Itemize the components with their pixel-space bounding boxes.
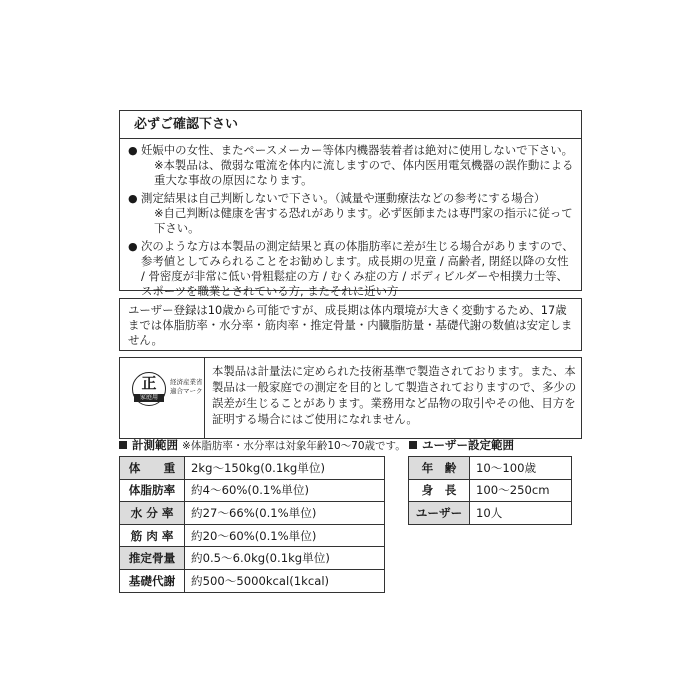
- notice-body: [120, 139, 581, 299]
- row-value: 約27〜66%(0.1%単位): [185, 502, 385, 525]
- seal-tag: 家庭用: [134, 394, 164, 402]
- notice-item-sub: ※自己判断は健康を害する恐れがあります。必ず医師または専門家の指示に従って下さい。: [154, 206, 573, 235]
- row-value: 約500〜5000kcal(1kcal): [185, 569, 385, 592]
- mark-caption-ministry: 経済産業省: [170, 378, 203, 386]
- notice-item: [128, 239, 575, 299]
- seal-kanji: 正: [141, 374, 157, 392]
- notice-item-main: ● 妊娠中の女性、またペースメーカー等体内機器装着者は絶対に使用しないで下さい。: [141, 143, 574, 157]
- registration-note: ユーザー登録は10歳から可能ですが、成長期は体内環境が大きく変動するため、17歳までは体脂肪率・水分率・筋肉率・推定骨量・内臓脂肪量・基礎代謝の数値は安定しません。: [119, 298, 582, 351]
- certification-mark: [120, 358, 205, 438]
- row-value: 約4〜60%(0.1%単位): [185, 479, 385, 502]
- row-value: 約0.5〜6.0kg(0.1kg単位): [185, 547, 385, 570]
- notice-item-sub: ※本製品は、微弱な電流を体内に流しますので、体内医用電気機器の誤作動による重大な事故の原因になります。: [154, 158, 574, 187]
- measurement-table: [119, 456, 385, 593]
- square-bullet-icon: [119, 441, 127, 449]
- row-label: 推定骨量: [120, 547, 185, 570]
- row-label: 筋 肉 率: [120, 524, 185, 547]
- row-label: 基礎代謝: [120, 569, 185, 592]
- user-settings-table: [408, 456, 572, 525]
- notice-item: [128, 191, 575, 236]
- mark-caption-conformity: 適合マーク: [170, 387, 203, 395]
- row-label: 体脂肪率: [120, 479, 185, 502]
- square-bullet-icon: [409, 441, 417, 449]
- user-settings-heading: [409, 437, 514, 453]
- table-row: [120, 502, 385, 525]
- table-row: [120, 547, 385, 570]
- table-row: [120, 479, 385, 502]
- notice-item-main: ● 次のような方は本製品の測定結果と真の体脂肪率に差が生じる場合がありますので、参考値としてみられることをお勧めします。成長期の児童 / 高齢者, 閉経以降の女性 / 骨密度が非常に低い骨粗鬆症の方 / むくみ症の方 / ボディビルダーや相撲力士等、スポーツを職業とされている方, またそれに近い方: [141, 239, 574, 298]
- certification-section: [119, 357, 582, 439]
- table-row: [120, 569, 385, 592]
- table-row: [120, 524, 385, 547]
- row-value: 10人: [470, 502, 572, 525]
- measurement-heading: [119, 437, 406, 453]
- row-label: 身 長: [409, 479, 470, 502]
- notice-item-main: ● 測定結果は自己判断しないで下さい。（減量や運動療法などの参考にする場合）: [141, 191, 546, 205]
- notice-title: 必ずご確認下さい: [120, 111, 581, 139]
- measurement-heading-title: 計測範囲: [132, 438, 178, 452]
- table-row: [120, 457, 385, 480]
- table-row: [409, 457, 572, 480]
- row-value: 2kg〜150kg(0.1kg単位): [185, 457, 385, 480]
- user-settings-heading-title: ユーザー設定範囲: [422, 438, 514, 452]
- row-value: 約20〜60%(0.1%単位): [185, 524, 385, 547]
- row-label: ユーザー: [409, 502, 470, 525]
- notice-item: [128, 143, 575, 188]
- row-value: 10〜100歳: [470, 457, 572, 480]
- table-row: [409, 502, 572, 525]
- seal-icon: [132, 372, 166, 406]
- row-label: 年 齢: [409, 457, 470, 480]
- notice-section: [119, 110, 582, 298]
- measurement-heading-note: ※体脂肪率・水分率は対象年齢10〜70歳です。: [182, 440, 406, 452]
- row-value: 100〜250cm: [470, 479, 572, 502]
- certification-text: 本製品は計量法に定められた技術基準で製造されております。また、本製品は一般家庭での測定を目的として製造されておりますので、多少の誤差が生じることがあります。業務用など品物の取引やその他、目方を証明する場合にはご使用になれません。: [212, 364, 577, 426]
- table-row: [409, 479, 572, 502]
- row-label: 水 分 率: [120, 502, 185, 525]
- row-label: 体 重: [120, 457, 185, 480]
